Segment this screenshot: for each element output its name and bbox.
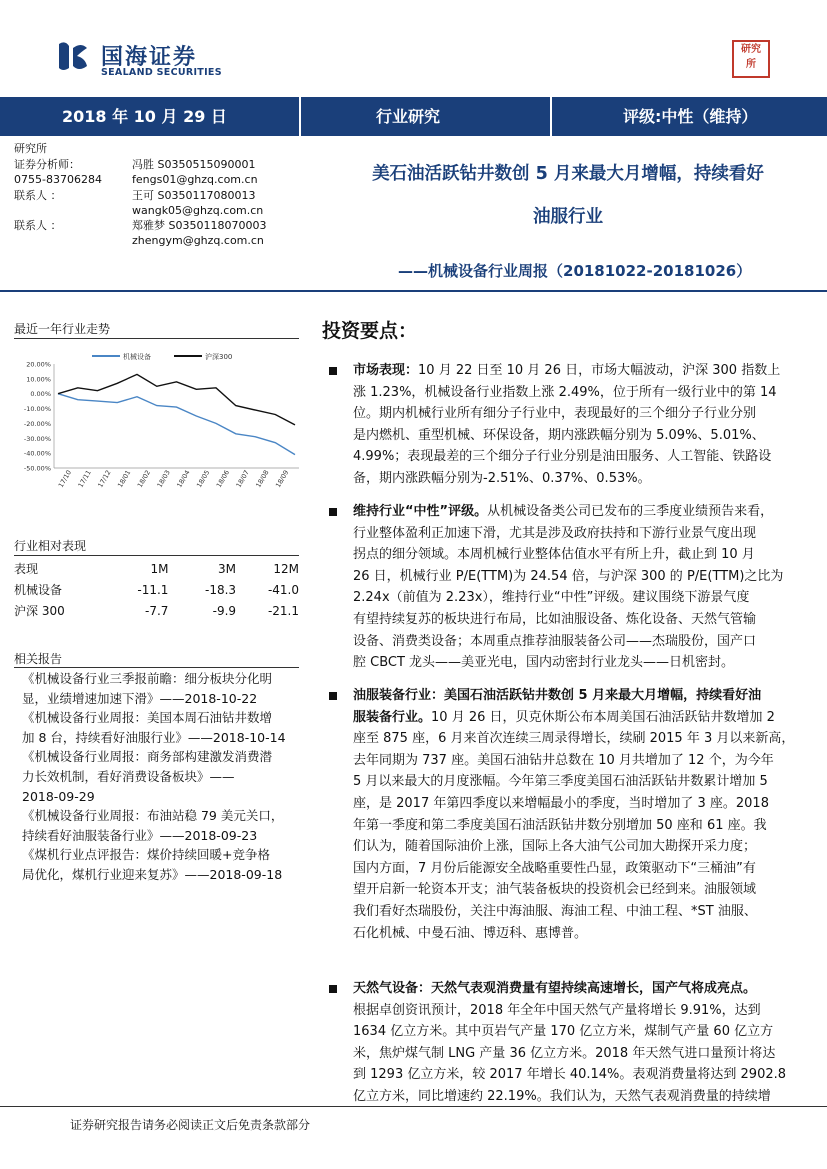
table-cell: -18.3 bbox=[204, 582, 237, 597]
table-cell: 机械设备 bbox=[14, 583, 63, 597]
x-tick-label: 17/11 bbox=[76, 468, 93, 489]
para-line: 年第一季度和第二季度美国石油活跃钻井数分别增加 50 座和 61 座。我 bbox=[353, 817, 767, 833]
para-line: 有望持续复苏的板块进行布局，比如油服设备、炼化设备、天然气管输 bbox=[353, 611, 757, 627]
para-line: 是内燃机、重型机械、环保设备，期内涨跌幅分别为 5.09%、5.01%、 bbox=[353, 427, 765, 443]
x-axis bbox=[57, 469, 291, 489]
related-report-line[interactable]: 《机械设备行业周报：布油站稳 79 美元关口， bbox=[22, 808, 284, 824]
para-line: 行业整体盈利正加速下滑，尤其是涉及政府扶持和下游行业景气度出现 bbox=[353, 525, 757, 541]
x-tick-label: 17/12 bbox=[96, 468, 113, 489]
table-cell: -21.1 bbox=[267, 603, 299, 618]
analyst-value: wangk05@ghzq.com.cn bbox=[132, 203, 264, 217]
para-line: 10 月 22 日至 10 月 26 日，市场大幅波动，沪深 300 指数上 bbox=[418, 363, 781, 378]
x-tick-label: 18/09 bbox=[274, 468, 291, 489]
section-rule bbox=[14, 667, 299, 668]
trend-heading: 最近一年行业走势 bbox=[14, 322, 111, 336]
report-type: 行业研究 bbox=[376, 107, 441, 126]
report-date: 2018 年 10 月 29 日 bbox=[62, 107, 227, 126]
related-report-line[interactable]: 加 8 台，持续看好油服行业》——2018-10-14 bbox=[22, 729, 286, 745]
related-report-line[interactable]: 局优化，煤机行业迎来复苏》——2018-09-18 bbox=[22, 866, 283, 882]
related-reports-list bbox=[22, 669, 307, 885]
related-report-line[interactable]: 2018-09-29 bbox=[22, 788, 95, 804]
x-tick-label: 18/01 bbox=[116, 468, 133, 489]
y-tick-label: -40.00% bbox=[23, 449, 51, 458]
para-line: 到 1293 亿立方米，较 2017 年增长 40.14%。表观消费量将达到 2902.8 bbox=[353, 1067, 787, 1083]
section-rule bbox=[14, 338, 299, 339]
analyst-value: 冯胜 S0350515090001 bbox=[132, 158, 256, 171]
x-tick-label: 18/02 bbox=[135, 468, 153, 489]
y-tick-label: -30.00% bbox=[23, 434, 51, 443]
report-title-line1: 美石油活跃钻井数创 5 月来最大月增幅，持续看好 bbox=[372, 164, 764, 184]
header-divider bbox=[550, 97, 552, 136]
invest-paragraph-gas bbox=[353, 978, 809, 1108]
para-line: 们认为，随着国际油价上涨，国际上各大油气公司加大勘探开采力度； bbox=[353, 839, 757, 855]
related-report-line[interactable]: 《机械设备行业周报：商务部构建激发消费潜 bbox=[22, 749, 273, 765]
para-line: 座至 875 座，6 月来首次连续三周录得增长，续刷 2015 年 3 月以来新高， bbox=[353, 731, 795, 747]
bullet-icon bbox=[329, 985, 337, 993]
related-heading: 相关报告 bbox=[14, 652, 63, 666]
table-cell: -11.1 bbox=[137, 582, 169, 597]
trend-chart bbox=[14, 348, 304, 498]
table-row bbox=[14, 579, 299, 600]
para-line: 设备、消费类设备；本周重点推荐油服装备公司——杰瑞股份，国产口 bbox=[353, 633, 757, 649]
para-line: 10 月 26 日，贝克休斯公布本周美国石油活跃钻井数增加 2 bbox=[431, 709, 775, 725]
logo-text-en: SEALAND SECURITIES bbox=[101, 67, 222, 78]
analyst-label: 联系人 ： bbox=[14, 219, 62, 233]
table-row bbox=[14, 600, 299, 621]
y-axis bbox=[24, 361, 51, 473]
analyst-label: 联系人 ： bbox=[14, 188, 62, 202]
para-lead: 市场表现： bbox=[353, 363, 419, 378]
analyst-value: zhengym@ghzq.com.cn bbox=[132, 234, 264, 248]
para-line: 备，期内涨跌幅分别为-2.51%、0.37%、0.53%。 bbox=[353, 470, 651, 486]
para-line: 2.24x（前值为 2.23x），维持行业“中性”评级。建议围绕下游景气度 bbox=[353, 590, 750, 606]
related-report-line[interactable]: 显，业绩增速加速下滑》——2018-10-22 bbox=[22, 690, 258, 706]
analyst-label: 证券分析师： bbox=[14, 158, 80, 171]
title-rule bbox=[0, 290, 827, 292]
invest-paragraph-oilservice bbox=[353, 685, 809, 944]
para-lead: 维持行业“中性”评级。 bbox=[353, 504, 488, 519]
rating: 评级:中性（维持） bbox=[623, 107, 758, 126]
footer-rule bbox=[0, 1106, 827, 1107]
para-line: 根据卓创资讯预计，2018 年全年中国天然气产量将增长 9.91%，达到 bbox=[353, 1002, 761, 1018]
para-line: 座，是 2017 年第四季度以来增幅最小的季度，当时增加了 3 座。2018 bbox=[353, 795, 769, 811]
analyst-list bbox=[14, 157, 314, 249]
performance-table bbox=[14, 558, 299, 621]
y-tick-label: 0.00% bbox=[30, 390, 51, 399]
performance-heading: 行业相对表现 bbox=[14, 539, 87, 553]
y-tick-label: -20.00% bbox=[23, 419, 51, 428]
header-divider bbox=[299, 97, 301, 136]
chart-legend bbox=[92, 352, 232, 361]
x-tick-label: 18/06 bbox=[214, 468, 232, 489]
legend-label-hs300: 沪深300 bbox=[205, 353, 233, 361]
para-line: 石化机械、中曼石油、博迈科、惠博普。 bbox=[353, 925, 588, 941]
para-line: 亿立方米，同比增速约 22.19%。我们认为，天然气表观消费量的持续增 bbox=[353, 1088, 771, 1104]
para-line: 腔 CBCT 龙头——美亚光电，国内动密封行业龙头——日机密封。 bbox=[353, 655, 735, 671]
x-tick-label: 18/08 bbox=[254, 468, 271, 489]
related-report-line[interactable]: 力长效机制，看好消费设备板块》—— bbox=[22, 768, 235, 784]
related-report-line[interactable]: 《机械设备行业周报：美国本周石油钻井数增 bbox=[22, 710, 273, 726]
related-report-line[interactable]: 《煤机行业点评报告：煤价持续回暖+竞争格 bbox=[22, 847, 270, 863]
analyst-value: 王可 S0350117080013 bbox=[132, 188, 256, 202]
bullet-icon bbox=[329, 367, 337, 375]
y-tick-label: -10.00% bbox=[23, 405, 51, 414]
para-line: 26 日，机械行业 P/E(TTM)为 24.54 倍，与沪深 300 的 P/E(TTM)之比为 bbox=[353, 568, 784, 584]
table-header-cell: 1M bbox=[150, 561, 169, 576]
para-line: 去年同期为 737 座。美国石油钻井总数在 10 月共增加了 12 个，为今年 bbox=[353, 752, 774, 768]
table-cell: -41.0 bbox=[267, 582, 299, 597]
logo-mark bbox=[55, 38, 91, 74]
table-header-row bbox=[14, 558, 299, 579]
y-tick-label: 20.00% bbox=[26, 360, 51, 369]
para-lead: 服装备行业。 bbox=[353, 709, 432, 725]
para-line: 米，焦炉煤气制 LNG 产量 36 亿立方米。2018 年天然气进口量预计将达 bbox=[353, 1045, 776, 1061]
y-tick-label: -50.00% bbox=[23, 464, 51, 473]
x-tick-label: 17/10 bbox=[56, 468, 74, 489]
bullet-icon bbox=[329, 692, 337, 700]
analyst-label bbox=[14, 233, 132, 248]
invest-heading: 投资要点： bbox=[322, 320, 418, 342]
x-tick-label: 18/04 bbox=[175, 468, 192, 489]
footer-disclaimer: 证券研究报告请务必阅读正文后免责条款部分 bbox=[70, 1118, 311, 1132]
table-header-cell: 表现 bbox=[14, 562, 39, 576]
series-line-machinery bbox=[58, 394, 295, 455]
report-subtitle: ——机械设备行业周报（20181022-20181026） bbox=[398, 262, 752, 280]
related-report-line[interactable]: 持续看好油服装备行业》——2018-09-23 bbox=[22, 827, 258, 843]
logo-text-cn: 国海证券 bbox=[101, 45, 198, 70]
para-lead: 天然气设备：天然气表观消费量有望持续高速增长，国产气将成亮点。 bbox=[353, 981, 757, 996]
para-line: 4.99%；表现最差的三个细分子行业分别是油田服务、人工智能、铁路设 bbox=[353, 449, 772, 465]
analyst-label bbox=[14, 203, 132, 218]
x-tick-label: 18/03 bbox=[155, 468, 172, 489]
para-line: 从机械设备类公司已发布的三季度业绩预告来看， bbox=[487, 504, 774, 519]
para-line: 5 月以来最大的月度涨幅。今年第三季度美国石油活跃钻井数累计增加 5 bbox=[353, 774, 768, 790]
table-cell: -9.9 bbox=[212, 603, 237, 618]
legend-label-machinery: 机械设备 bbox=[123, 353, 151, 361]
institute-label: 研究所 bbox=[14, 142, 47, 155]
analyst-label: 0755-83706284 bbox=[14, 173, 102, 187]
x-tick-label: 18/07 bbox=[234, 468, 251, 489]
table-cell: -7.7 bbox=[145, 603, 169, 618]
y-tick-label: 10.00% bbox=[26, 375, 51, 384]
para-line: 国内方面，7 月份后能源安全战略重要性凸显，政策驱动下“三桶油”有 bbox=[353, 860, 756, 876]
report-title-line2: 油服行业 bbox=[533, 207, 603, 227]
para-line: 望开启新一轮资本开支；油气装备板块的投资机会已经到来。油服领域 bbox=[353, 882, 757, 898]
x-tick-label: 18/05 bbox=[195, 468, 212, 489]
series-line-hs300 bbox=[58, 374, 295, 425]
table-cell: 沪深 300 bbox=[14, 604, 65, 618]
invest-paragraph-rating bbox=[353, 501, 809, 674]
para-line: 拐点的细分领域。本周机械行业整体估值水平有所上升，截止到 10 月 bbox=[353, 547, 755, 563]
para-line: 我们看好杰瑞股份，关注中海油服、海油工程、中油工程、*ST 油服、 bbox=[353, 903, 757, 919]
para-lead: 油服装备行业：美国石油活跃钻井数创 5 月来最大月增幅，持续看好油 bbox=[353, 688, 762, 703]
table-header-cell: 12M bbox=[273, 561, 299, 576]
bullet-icon bbox=[329, 508, 337, 516]
analyst-value: fengs01@ghzq.com.cn bbox=[132, 173, 258, 187]
para-line: 位。期内机械行业所有细分子行业中，表现最好的三个细分子行业分别 bbox=[353, 406, 757, 422]
analyst-value: 郑雅梦 S0350118070003 bbox=[132, 219, 267, 233]
section-rule bbox=[14, 555, 299, 556]
table-header-cell: 3M bbox=[218, 561, 237, 576]
related-report-line[interactable]: 《机械设备行业三季报前瞻：细分板块分化明 bbox=[22, 671, 273, 686]
invest-paragraph-market bbox=[353, 360, 809, 490]
para-line: 涨 1.23%，机械设备行业指数上涨 2.49%，位于所有一级行业中的第 14 bbox=[353, 384, 777, 400]
research-seal: 研究 所 bbox=[732, 40, 770, 78]
para-line: 1634 亿立方米。其中页岩气产量 170 亿立方米，煤制气产量 60 亿立方 bbox=[353, 1024, 774, 1040]
